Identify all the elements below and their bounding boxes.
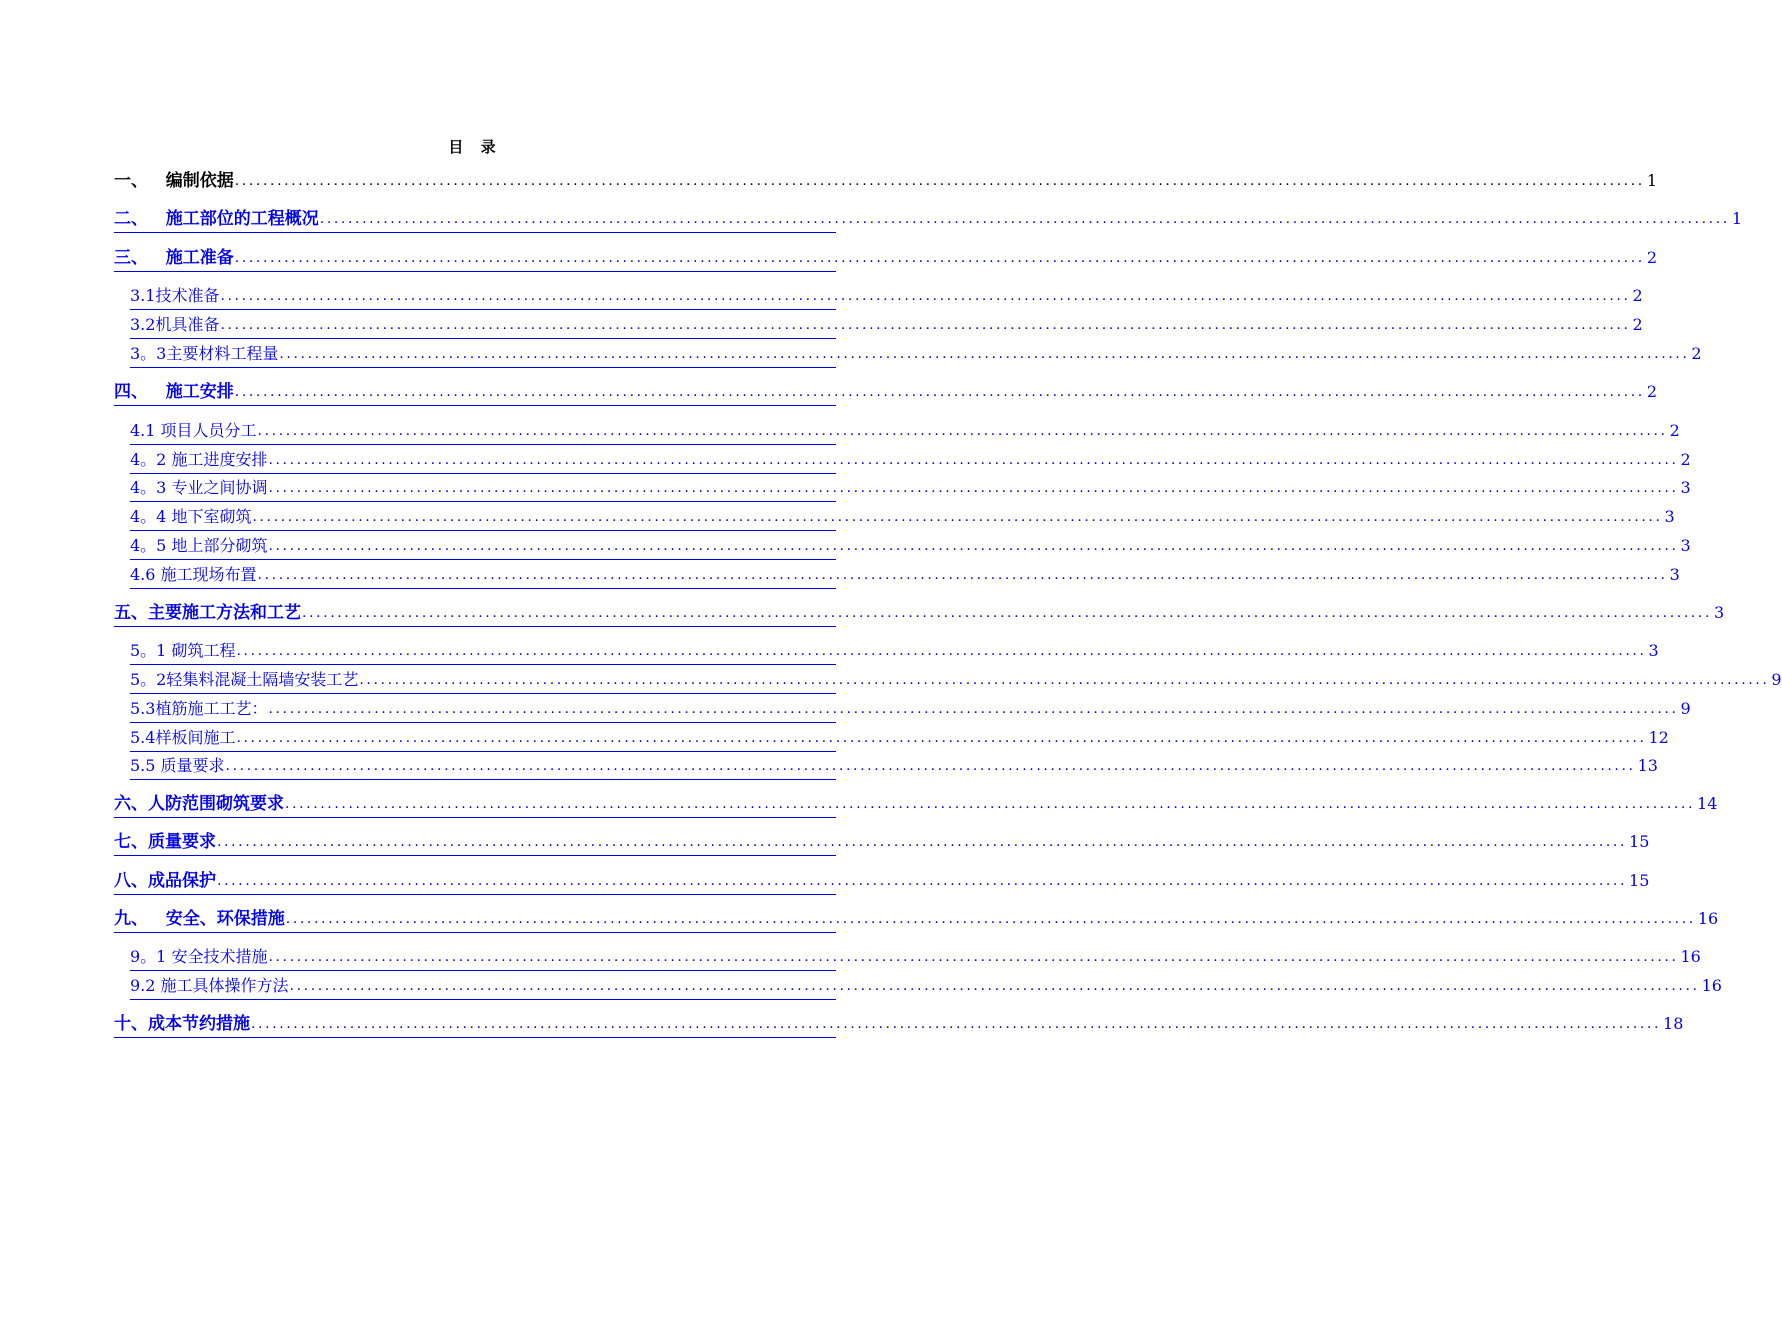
- toc-entry-title: 5.4样板间施工: [130, 728, 236, 747]
- toc-page-number: 2: [1646, 248, 1657, 267]
- toc-entry-title: 3.1技术准备: [130, 286, 220, 305]
- toc-entry-title: 七、质量要求: [114, 832, 216, 852]
- toc-page-number: 2: [1632, 315, 1643, 334]
- toc-page-number: 9: [1680, 699, 1691, 718]
- toc-dot-leader: ........................................................................................................................................................................................................: [289, 978, 1700, 994]
- toc-entry-title: 五、主要施工方法和工艺: [114, 603, 301, 623]
- toc-page-number: 3: [1669, 565, 1680, 584]
- toc-entry-title: 4。2 施工进度安排: [130, 450, 268, 469]
- toc-page-number: 2: [1646, 382, 1657, 401]
- toc-section-entry[interactable]: [130, 418, 1680, 445]
- toc-entry-title: 四、 施工安排: [114, 382, 234, 402]
- toc-page-number: 13: [1637, 756, 1658, 775]
- toc-chapter-entry[interactable]: [114, 600, 1725, 627]
- toc-section-entry[interactable]: [130, 533, 1691, 560]
- toc-entry-title: 十、成本节约措施: [114, 1014, 250, 1034]
- toc-entry-title: 4。3 专业之间协调: [130, 478, 268, 497]
- toc-section-entry[interactable]: [130, 696, 1691, 723]
- toc-dot-leader: ........................................................................................................................................................................................................: [302, 605, 1713, 621]
- toc-section-entry[interactable]: [130, 973, 1722, 1000]
- toc-dot-leader: ........................................................................................................................................................................................................: [268, 452, 1679, 468]
- toc-entry-title: 一、 编制依据: [114, 171, 234, 191]
- toc-entry-title: 9。1 安全技术措施: [130, 947, 268, 966]
- toc-dot-leader: ........................................................................................................................................................................................................: [234, 250, 1645, 266]
- toc-dot-leader: ........................................................................................................................................................................................................: [268, 949, 1679, 965]
- toc-chapter-entry[interactable]: [114, 379, 1657, 406]
- toc-dot-leader: ........................................................................................................................................................................................................: [257, 567, 1668, 583]
- toc-page-number: 3: [1648, 641, 1659, 660]
- toc-page-number: 9: [1771, 670, 1782, 689]
- toc-chapter-entry[interactable]: [114, 168, 1657, 194]
- toc-entry-title: 八、成品保护: [114, 871, 216, 891]
- toc-chapter-entry[interactable]: [114, 245, 1657, 272]
- toc-dot-leader: ........................................................................................................................................................................................................: [359, 672, 1770, 688]
- toc-page-number: 14: [1697, 794, 1718, 813]
- toc-chapter-entry[interactable]: [114, 829, 1650, 856]
- toc-entry-title: 三、 施工准备: [114, 248, 234, 268]
- toc-dot-leader: ........................................................................................................................................................................................................: [319, 211, 1730, 227]
- toc-section-entry[interactable]: [130, 504, 1675, 531]
- toc-page-number: 16: [1680, 947, 1701, 966]
- toc-dot-leader: ........................................................................................................................................................................................................: [279, 346, 1690, 362]
- toc-dot-leader: ........................................................................................................................................................................................................: [268, 480, 1679, 496]
- page-title: 目 录: [448, 138, 502, 156]
- toc-chapter-entry[interactable]: [114, 791, 1718, 818]
- toc-section-entry[interactable]: [130, 944, 1701, 971]
- toc-page-number: 15: [1629, 832, 1650, 851]
- toc-entry-title: 5.3植筋施工工艺：: [130, 699, 268, 718]
- toc-section-entry[interactable]: [130, 562, 1680, 589]
- toc-page-number: 3: [1664, 507, 1675, 526]
- toc-page-number: 2: [1691, 344, 1702, 363]
- toc-page-number: 2: [1632, 286, 1643, 305]
- toc-page-number: 2: [1669, 421, 1680, 440]
- toc-dot-leader: ........................................................................................................................................................................................................: [217, 834, 1628, 850]
- toc-dot-leader: ........................................................................................................................................................................................................: [252, 509, 1663, 525]
- toc-page-number: 3: [1680, 478, 1691, 497]
- toc-dot-leader: ........................................................................................................................................................................................................: [234, 384, 1645, 400]
- toc-entry-title: 4.1 项目人员分工: [130, 421, 257, 440]
- toc-section-entry[interactable]: [130, 447, 1691, 474]
- toc-page-number: 1: [1731, 209, 1742, 228]
- toc-dot-leader: ........................................................................................................................................................................................................: [268, 701, 1679, 717]
- toc-section-entry[interactable]: [130, 667, 1782, 694]
- toc-section-entry[interactable]: [130, 341, 1702, 368]
- toc-dot-leader: ........................................................................................................................................................................................................: [234, 173, 1645, 189]
- toc-page-number: 2: [1680, 450, 1691, 469]
- toc-entry-title: 六、人防范围砌筑要求: [114, 794, 284, 814]
- toc-dot-leader: ........................................................................................................................................................................................................: [268, 538, 1679, 554]
- toc-dot-leader: ........................................................................................................................................................................................................: [236, 730, 1647, 746]
- toc-page-number: 16: [1697, 909, 1719, 928]
- toc-entry-title: 4.6 施工现场布置: [130, 565, 257, 584]
- toc-entry-title: 二、 施工部位的工程概况: [114, 209, 319, 229]
- toc-page-number: 15: [1629, 871, 1650, 890]
- toc-page-number: 3: [1680, 536, 1691, 555]
- toc-dot-leader: ........................................................................................................................................................................................................: [217, 873, 1628, 889]
- toc-chapter-entry[interactable]: [114, 906, 1719, 933]
- toc-dot-leader: ........................................................................................................................................................................................................: [285, 911, 1696, 927]
- toc-entry-title: 5.5 质量要求: [130, 756, 225, 775]
- toc-section-entry[interactable]: [130, 638, 1659, 665]
- toc-page-number: 3: [1714, 603, 1725, 622]
- toc-page-number: 12: [1648, 728, 1669, 747]
- toc-dot-leader: ........................................................................................................................................................................................................: [236, 643, 1647, 659]
- toc-section-entry[interactable]: [130, 283, 1643, 310]
- toc-dot-leader: ........................................................................................................................................................................................................: [220, 288, 1631, 304]
- toc-chapter-entry[interactable]: [114, 1011, 1684, 1038]
- toc-entry-title: 5。1 砌筑工程: [130, 641, 236, 660]
- toc-dot-leader: ........................................................................................................................................................................................................: [285, 796, 1696, 812]
- toc-entry-title: 5。2轻集料混凝土隔墙安装工艺: [130, 670, 359, 689]
- toc-entry-title: 4。5 地上部分砌筑: [130, 536, 268, 555]
- toc-section-entry[interactable]: [130, 753, 1658, 780]
- toc-section-entry[interactable]: [130, 475, 1691, 502]
- toc-page-number: 18: [1663, 1014, 1684, 1033]
- toc-entry-title: 3.2机具准备: [130, 315, 220, 334]
- toc-entry-title: 9.2 施工具体操作方法: [130, 976, 289, 995]
- toc-page-number: 1: [1646, 171, 1657, 190]
- toc-entry-title: 九、 安全、环保措施: [114, 909, 285, 929]
- toc-page-number: 16: [1701, 976, 1722, 995]
- toc-section-entry[interactable]: [130, 725, 1669, 752]
- toc-entry-title: 3。3主要材料工程量: [130, 344, 279, 363]
- toc-entry-title: 4。4 地下室砌筑: [130, 507, 252, 526]
- toc-dot-leader: ........................................................................................................................................................................................................: [251, 1016, 1662, 1032]
- toc-section-entry[interactable]: [130, 312, 1643, 339]
- toc-dot-leader: ........................................................................................................................................................................................................: [257, 423, 1668, 439]
- toc-chapter-entry[interactable]: [114, 868, 1650, 895]
- toc-dot-leader: ........................................................................................................................................................................................................: [220, 317, 1631, 333]
- toc-chapter-entry[interactable]: [114, 206, 1742, 233]
- toc-dot-leader: ........................................................................................................................................................................................................: [225, 758, 1636, 774]
